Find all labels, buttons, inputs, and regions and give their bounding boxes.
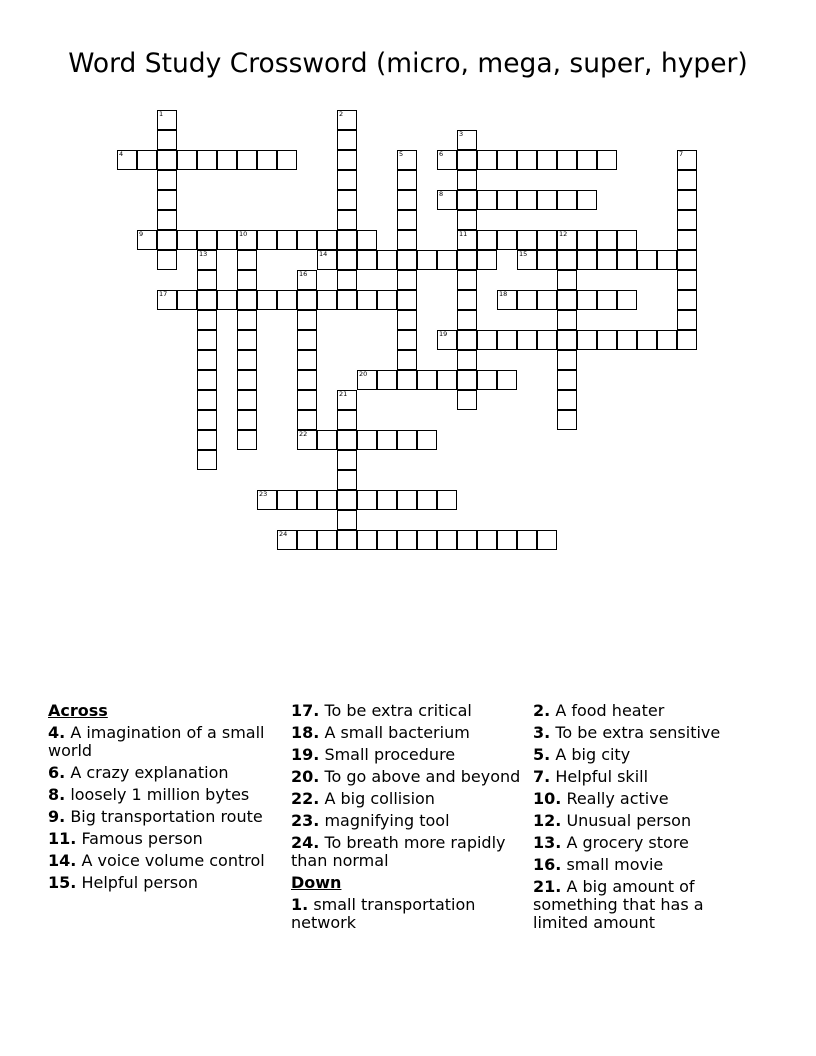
- crossword-cell[interactable]: [557, 150, 577, 170]
- crossword-cell[interactable]: [337, 250, 357, 270]
- crossword-cell[interactable]: [497, 190, 517, 210]
- clue-down-5: 5. A big city: [533, 745, 631, 764]
- crossword-cell[interactable]: [557, 390, 577, 410]
- crossword-cell[interactable]: [597, 250, 617, 270]
- crossword-cell[interactable]: [617, 330, 637, 350]
- clue-number: 12: [559, 230, 568, 238]
- crossword-cell[interactable]: [277, 530, 297, 550]
- clue-across-8: 8. loosely 1 million bytes: [48, 785, 250, 804]
- clue-across-15: 15. Helpful person: [48, 873, 199, 892]
- crossword-cell[interactable]: [677, 170, 697, 190]
- crossword-cell[interactable]: [377, 530, 397, 550]
- crossword-cell[interactable]: [317, 290, 337, 310]
- crossword-cell[interactable]: [457, 390, 477, 410]
- crossword-cell[interactable]: [457, 130, 477, 150]
- crossword-cell[interactable]: [197, 290, 217, 310]
- crossword-cell[interactable]: [297, 430, 317, 450]
- crossword-cell[interactable]: [417, 370, 437, 390]
- crossword-cell[interactable]: [257, 230, 277, 250]
- crossword-cell[interactable]: [577, 250, 597, 270]
- crossword-cell[interactable]: [317, 230, 337, 250]
- down-header: Down: [291, 873, 342, 892]
- crossword-cell[interactable]: [477, 190, 497, 210]
- crossword-cell[interactable]: [437, 370, 457, 390]
- crossword-cell[interactable]: [517, 150, 537, 170]
- crossword-cell[interactable]: [397, 170, 417, 190]
- crossword-cell[interactable]: [317, 530, 337, 550]
- clue-across-23: 23. magnifying tool: [291, 811, 450, 830]
- page-title: Word Study Crossword (micro, mega, super, hyper): [68, 48, 748, 79]
- clue-number: 21: [339, 390, 348, 398]
- crossword-cell[interactable]: [457, 310, 477, 330]
- crossword-cell[interactable]: [677, 250, 697, 270]
- clue-number: 24: [279, 530, 288, 538]
- crossword-cell[interactable]: [237, 310, 257, 330]
- crossword-cell[interactable]: [237, 350, 257, 370]
- clue-across-17: 17. To be extra critical: [291, 701, 472, 720]
- crossword-cell[interactable]: [457, 190, 477, 210]
- crossword-cell[interactable]: [557, 290, 577, 310]
- crossword-cell[interactable]: [197, 250, 217, 270]
- crossword-cell[interactable]: [477, 330, 497, 350]
- crossword-cell[interactable]: [497, 290, 517, 310]
- crossword-cell[interactable]: [677, 230, 697, 250]
- clue-number: 2: [339, 110, 344, 118]
- crossword-cell[interactable]: [337, 510, 357, 530]
- crossword-cell[interactable]: [317, 250, 337, 270]
- crossword-cell[interactable]: [397, 210, 417, 230]
- crossword-cell[interactable]: [557, 250, 577, 270]
- clue-number: 15: [519, 250, 528, 258]
- crossword-cell[interactable]: [437, 330, 457, 350]
- crossword-cell[interactable]: [657, 330, 677, 350]
- clue-number: 9: [139, 230, 144, 238]
- clue-number: 1: [159, 110, 164, 118]
- crossword-cell[interactable]: [477, 230, 497, 250]
- crossword-cell[interactable]: [337, 390, 357, 410]
- crossword-cell[interactable]: [177, 290, 197, 310]
- crossword-cell[interactable]: [557, 310, 577, 330]
- clue-column-1: [48, 702, 283, 896]
- clue-across-19: 19. Small procedure: [291, 745, 456, 764]
- crossword-cell[interactable]: [577, 290, 597, 310]
- crossword-cell[interactable]: [437, 150, 457, 170]
- crossword-cell[interactable]: [337, 530, 357, 550]
- crossword-cell[interactable]: [477, 250, 497, 270]
- crossword-cell[interactable]: [157, 250, 177, 270]
- crossword-cell[interactable]: [437, 250, 457, 270]
- crossword-cell[interactable]: [517, 530, 537, 550]
- clue-number: 17: [159, 290, 168, 298]
- crossword-cell[interactable]: [237, 290, 257, 310]
- crossword-cell[interactable]: [297, 290, 317, 310]
- clue-down-13: 13. A grocery store: [533, 833, 689, 852]
- crossword-cell[interactable]: [257, 290, 277, 310]
- crossword-cell[interactable]: [437, 530, 457, 550]
- crossword-cell[interactable]: [237, 230, 257, 250]
- clue-across-9: 9. Big transportation route: [48, 807, 263, 826]
- clue-number: 10: [239, 230, 248, 238]
- crossword-cell[interactable]: [457, 530, 477, 550]
- crossword-cell[interactable]: [217, 230, 237, 250]
- crossword-cell[interactable]: [377, 250, 397, 270]
- clue-down-3: 3. To be extra sensitive: [533, 723, 721, 742]
- crossword-cell[interactable]: [397, 270, 417, 290]
- crossword-cell[interactable]: [497, 530, 517, 550]
- crossword-cell[interactable]: [157, 130, 177, 150]
- clue-number: 6: [439, 150, 444, 158]
- crossword-cell[interactable]: [377, 290, 397, 310]
- clue-across-20: 20. To go above and beyond: [291, 767, 521, 786]
- crossword-cell[interactable]: [537, 150, 557, 170]
- crossword-cell[interactable]: [537, 330, 557, 350]
- crossword-cell[interactable]: [297, 410, 317, 430]
- clue-column-3: [533, 702, 758, 936]
- crossword-cell[interactable]: [237, 250, 257, 270]
- crossword-cell[interactable]: [377, 370, 397, 390]
- clue-number: 11: [459, 230, 468, 238]
- crossword-cell[interactable]: [537, 250, 557, 270]
- crossword-cell[interactable]: [517, 290, 537, 310]
- crossword-cell[interactable]: [277, 490, 297, 510]
- crossword-cell[interactable]: [157, 110, 177, 130]
- crossword-cell[interactable]: [637, 250, 657, 270]
- clue-down-2: 2. A food heater: [533, 701, 665, 720]
- clue-across-22: 22. A big collision: [291, 789, 435, 808]
- crossword-cell[interactable]: [457, 350, 477, 370]
- crossword-cell[interactable]: [197, 450, 217, 470]
- crossword-cell[interactable]: [257, 150, 277, 170]
- clue-number: 18: [499, 290, 508, 298]
- crossword-cell[interactable]: [297, 490, 317, 510]
- crossword-cell[interactable]: [357, 490, 377, 510]
- crossword-cell[interactable]: [357, 230, 377, 250]
- crossword-cell[interactable]: [457, 270, 477, 290]
- clue-number: 23: [259, 490, 268, 498]
- crossword-cell[interactable]: [557, 190, 577, 210]
- crossword-cell[interactable]: [597, 290, 617, 310]
- crossword-cell[interactable]: [397, 310, 417, 330]
- crossword-cell[interactable]: [557, 370, 577, 390]
- crossword-cell[interactable]: [297, 310, 317, 330]
- crossword-cell[interactable]: [577, 330, 597, 350]
- crossword-cell[interactable]: [197, 270, 217, 290]
- crossword-cell[interactable]: [417, 430, 437, 450]
- crossword-cell[interactable]: [457, 210, 477, 230]
- crossword-cell[interactable]: [377, 430, 397, 450]
- crossword-cell[interactable]: [517, 330, 537, 350]
- crossword-cell[interactable]: [617, 230, 637, 250]
- clue-across-11: 11. Famous person: [48, 829, 203, 848]
- crossword-cell[interactable]: [637, 330, 657, 350]
- crossword-cell[interactable]: [257, 490, 277, 510]
- crossword-cell[interactable]: [297, 530, 317, 550]
- crossword-cell[interactable]: [677, 210, 697, 230]
- crossword-cell[interactable]: [657, 250, 677, 270]
- crossword-cell[interactable]: [297, 350, 317, 370]
- crossword-cell[interactable]: [157, 290, 177, 310]
- crossword-cell[interactable]: [677, 190, 697, 210]
- clue-across-24: 24. To breath more rapidly than normal: [291, 833, 506, 870]
- crossword-cell[interactable]: [357, 370, 377, 390]
- crossword-cell[interactable]: [157, 210, 177, 230]
- crossword-cell[interactable]: [577, 150, 597, 170]
- crossword-cell[interactable]: [237, 390, 257, 410]
- crossword-cell[interactable]: [237, 150, 257, 170]
- crossword-cell[interactable]: [537, 290, 557, 310]
- crossword-cell[interactable]: [337, 450, 357, 470]
- crossword-cell[interactable]: [397, 490, 417, 510]
- crossword-cell[interactable]: [337, 230, 357, 250]
- crossword-cell[interactable]: [597, 230, 617, 250]
- crossword-cell[interactable]: [417, 530, 437, 550]
- crossword-cell[interactable]: [557, 410, 577, 430]
- crossword-cell[interactable]: [397, 290, 417, 310]
- crossword-cell[interactable]: [297, 230, 317, 250]
- crossword-cell[interactable]: [297, 270, 317, 290]
- crossword-cell[interactable]: [437, 490, 457, 510]
- clue-across-4: 4. A imagination of a small world: [48, 723, 265, 760]
- crossword-cell[interactable]: [377, 490, 397, 510]
- crossword-cell[interactable]: [197, 370, 217, 390]
- crossword-cell[interactable]: [397, 430, 417, 450]
- crossword-cell[interactable]: [337, 210, 357, 230]
- clue-number: 7: [679, 150, 684, 158]
- crossword-cell[interactable]: [237, 330, 257, 350]
- clue-number: 3: [459, 130, 464, 138]
- clue-number: 4: [119, 150, 124, 158]
- crossword-cell[interactable]: [457, 150, 477, 170]
- crossword-cell[interactable]: [417, 490, 437, 510]
- crossword-cell[interactable]: [297, 330, 317, 350]
- crossword-cell[interactable]: [537, 190, 557, 210]
- crossword-cell[interactable]: [277, 230, 297, 250]
- crossword-cell[interactable]: [337, 430, 357, 450]
- crossword-cell[interactable]: [337, 170, 357, 190]
- clue-down-12: 12. Unusual person: [533, 811, 692, 830]
- crossword-cell[interactable]: [357, 530, 377, 550]
- crossword-cell[interactable]: [677, 270, 697, 290]
- crossword-cell[interactable]: [397, 190, 417, 210]
- crossword-cell[interactable]: [477, 370, 497, 390]
- crossword-cell[interactable]: [337, 270, 357, 290]
- crossword-cell[interactable]: [197, 430, 217, 450]
- crossword-cell[interactable]: [197, 410, 217, 430]
- crossword-cell[interactable]: [597, 330, 617, 350]
- crossword-cell[interactable]: [357, 290, 377, 310]
- crossword-cell[interactable]: [517, 230, 537, 250]
- crossword-cell[interactable]: [157, 230, 177, 250]
- crossword-cell[interactable]: [317, 430, 337, 450]
- crossword-cell[interactable]: [397, 230, 417, 250]
- crossword-cell[interactable]: [557, 230, 577, 250]
- crossword-cell[interactable]: [557, 350, 577, 370]
- crossword-cell[interactable]: [337, 410, 357, 430]
- crossword-cell[interactable]: [397, 330, 417, 350]
- crossword-cell[interactable]: [497, 150, 517, 170]
- crossword-cell[interactable]: [197, 330, 217, 350]
- crossword-cell[interactable]: [337, 290, 357, 310]
- crossword-cell[interactable]: [297, 390, 317, 410]
- clue-number: 16: [299, 270, 308, 278]
- crossword-cell[interactable]: [457, 250, 477, 270]
- crossword-cell[interactable]: [357, 250, 377, 270]
- crossword-cell[interactable]: [677, 330, 697, 350]
- crossword-cell[interactable]: [237, 370, 257, 390]
- crossword-cell[interactable]: [497, 230, 517, 250]
- clue-down-10: 10. Really active: [533, 789, 669, 808]
- crossword-cell[interactable]: [417, 250, 437, 270]
- crossword-cell[interactable]: [677, 310, 697, 330]
- crossword-cell[interactable]: [397, 370, 417, 390]
- crossword-cell[interactable]: [157, 190, 177, 210]
- crossword-cell[interactable]: [277, 290, 297, 310]
- crossword-cell[interactable]: [237, 270, 257, 290]
- crossword-cell[interactable]: [197, 390, 217, 410]
- crossword-cell[interactable]: [597, 150, 617, 170]
- clue-number: 8: [439, 190, 444, 198]
- clue-down-21: 21. A big amount of something that has a limited amount: [533, 877, 704, 932]
- crossword-cell[interactable]: [397, 350, 417, 370]
- crossword-cell[interactable]: [677, 150, 697, 170]
- clue-number: 22: [299, 430, 308, 438]
- crossword-cell[interactable]: [397, 250, 417, 270]
- clue-across-18: 18. A small bacterium: [291, 723, 470, 742]
- crossword-cell[interactable]: [557, 330, 577, 350]
- clue-across-6: 6. A crazy explanation: [48, 763, 229, 782]
- crossword-cell[interactable]: [457, 370, 477, 390]
- crossword-cell[interactable]: [297, 370, 317, 390]
- crossword-cell[interactable]: [497, 330, 517, 350]
- crossword-cell[interactable]: [157, 170, 177, 190]
- crossword-cell[interactable]: [177, 150, 197, 170]
- clue-down-1: 1. small transportation network: [291, 895, 476, 932]
- crossword-cell[interactable]: [137, 150, 157, 170]
- crossword-cell[interactable]: [617, 290, 637, 310]
- crossword-cell[interactable]: [457, 330, 477, 350]
- clue-down-16: 16. small movie: [533, 855, 664, 874]
- clue-number: 14: [319, 250, 328, 258]
- crossword-cell[interactable]: [557, 270, 577, 290]
- crossword-cell[interactable]: [457, 170, 477, 190]
- crossword-cell[interactable]: [477, 150, 497, 170]
- clue-number: 20: [359, 370, 368, 378]
- clue-number: 19: [439, 330, 448, 338]
- crossword-cell[interactable]: [537, 530, 557, 550]
- crossword-cell[interactable]: [277, 150, 297, 170]
- crossword-cell[interactable]: [577, 230, 597, 250]
- crossword-cell[interactable]: [357, 430, 377, 450]
- crossword-cell[interactable]: [437, 190, 457, 210]
- crossword-cell[interactable]: [457, 290, 477, 310]
- crossword-cell[interactable]: [217, 290, 237, 310]
- crossword-cell[interactable]: [217, 150, 237, 170]
- crossword-cell[interactable]: [197, 150, 217, 170]
- crossword-cell[interactable]: [517, 250, 537, 270]
- clue-column-2: [291, 702, 526, 936]
- crossword-cell[interactable]: [157, 150, 177, 170]
- crossword-cell[interactable]: [517, 190, 537, 210]
- crossword-cell[interactable]: [237, 410, 257, 430]
- crossword-cell[interactable]: [197, 310, 217, 330]
- crossword-cell[interactable]: [617, 250, 637, 270]
- crossword-cell[interactable]: [337, 470, 357, 490]
- crossword-cell[interactable]: [117, 150, 137, 170]
- crossword-cell[interactable]: [537, 230, 557, 250]
- crossword-cell[interactable]: [337, 490, 357, 510]
- crossword-cell[interactable]: [457, 230, 477, 250]
- clue-down-7: 7. Helpful skill: [533, 767, 649, 786]
- crossword-cell[interactable]: [137, 230, 157, 250]
- crossword-cell[interactable]: [677, 290, 697, 310]
- crossword-cell[interactable]: [337, 150, 357, 170]
- crossword-cell[interactable]: [237, 430, 257, 450]
- crossword-cell[interactable]: [477, 530, 497, 550]
- across-header: Across: [48, 701, 108, 720]
- crossword-cell[interactable]: [397, 150, 417, 170]
- crossword-cell[interactable]: [197, 350, 217, 370]
- crossword-cell[interactable]: [577, 190, 597, 210]
- crossword-cell[interactable]: [197, 230, 217, 250]
- clue-across-14: 14. A voice volume control: [48, 851, 265, 870]
- crossword-cell[interactable]: [317, 490, 337, 510]
- clue-number: 13: [199, 250, 208, 258]
- crossword-cell[interactable]: [337, 190, 357, 210]
- crossword-cell[interactable]: [397, 530, 417, 550]
- clue-number: 5: [399, 150, 404, 158]
- crossword-cell[interactable]: [177, 230, 197, 250]
- crossword-cell[interactable]: [497, 370, 517, 390]
- crossword-cell[interactable]: [337, 110, 357, 130]
- crossword-cell[interactable]: [337, 130, 357, 150]
